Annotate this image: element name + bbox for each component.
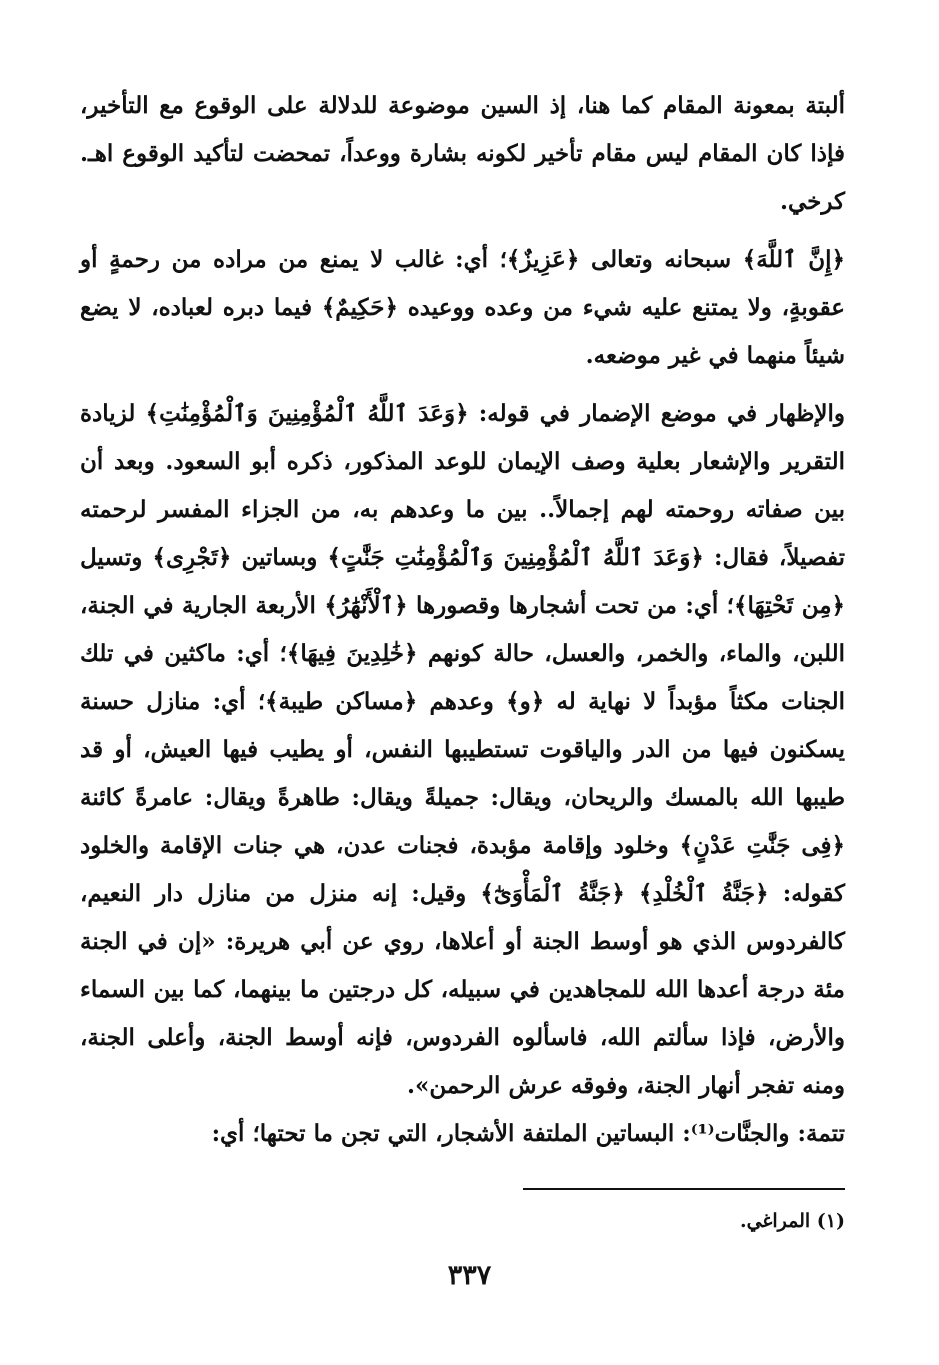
paragraph-continuation: ألبتة بمعونة المقام كما هنا، إذ السين موضوعة للدلالة على الوقوع مع التأخير، فإذا كان المقام ليس مقام تأخير لكونه بشارة ووعداً، تمحضت لتأكيد الوقوع اهـ. كرخي.	[80, 92, 845, 215]
footnote-divider	[523, 1188, 845, 1190]
footnote: (١) المراغي.	[739, 1210, 845, 1232]
page-number: ٣٣٧	[447, 1260, 492, 1291]
paragraph-main-commentary: والإظهار في موضع الإضمار في قوله: ﴿وَعَدَ ٱللَّهُ ٱلْمُؤْمِنِينَ وَٱلْمُؤْمِنَٰتِ﴾ لزيادة التقرير والإشعار بعلية وصف الإيمان للوعد المذكور، ذكره أبو السعود. وبعد أن بين صفاته روحمته لهم إجمالاً.. بين ما وعدهم به، من الجزاء المفسر لرحمته تفصيلاً، فقال: ﴿وَعَدَ ٱللَّهُ ٱلْمُؤْمِنِينَ وَٱلْمُؤْمِنَٰتِ جَنَّٰتٍ﴾ وبساتين ﴿تَجْرِى﴾ وتسيل ﴿مِن تَحْتِهَا﴾؛ أي: من تحت أشجارها وقصورها ﴿ٱلْأَنْهَٰرُ﴾ الأربعة الجارية في الجنة، اللبن، والماء، والخمر، والعسل، حالة كونهم ﴿خَٰلِدِينَ فِيهَا﴾؛ أي: ماكثين في تلك الجنات مكثاً مؤبداً لا نهاية له ﴿و﴾ وعدهم ﴿مساكن طيبة﴾؛ أي: منازل حسنة يسكنون فيها من الدر والياقوت تستطيبها النفس، أو يطيب فيها العيش، أو قد طيبها الله بالمسك والريحان، ويقال: جميلةً ويقال: طاهرةً ويقال: عامرةً كائنة ﴿فِى جَنَّٰتِ عَدْنٍ﴾ وخلود وإقامة مؤبدة، فجنات عدن، هي جنات الإقامة والخلود كقوله: ﴿جَنَّةُ ٱلْخُلْدِ﴾ ﴿جَنَّةُ ٱلْمَأْوَىٰٓ﴾ وقيل: إنه منزل من منازل دار النعيم، كالفردوس الذي هو أوسط الجنة أو أعلاها، روي عن أبي هريرة: «إن في الجنة مئة درجة أعدها الله للمجاهدين في سبيله، كل درجتين ما بينهما، كما بين السماء والأرض، فإذا سألتم الله، فاسألوه الفردوس، فإنه أوسط الجنة، وأعلى الجنة، ومنه تفجر أنهار الجنة، وفوقه عرش الرحمن».	[80, 400, 845, 1099]
paragraph-tatimma: تتمة: والجنَّات⁽¹⁾: البساتين الملتفة الأشجار، التي تجن ما تحتها؛ أي:	[211, 1120, 845, 1147]
paragraph-aziz-hakim: ﴿إِنَّ ٱللَّهَ﴾ سبحانه وتعالى ﴿عَزِيزٌ﴾؛ أي: غالب لا يمنع من مراده من رحمةٍ أو عقوبةٍ، ولا يمتنع عليه شيء من وعده ووعيده ﴿حَكِيمٌ﴾ فيما دبره لعباده، لا يضع شيئاً منهما في غير موضعه.	[80, 246, 845, 369]
